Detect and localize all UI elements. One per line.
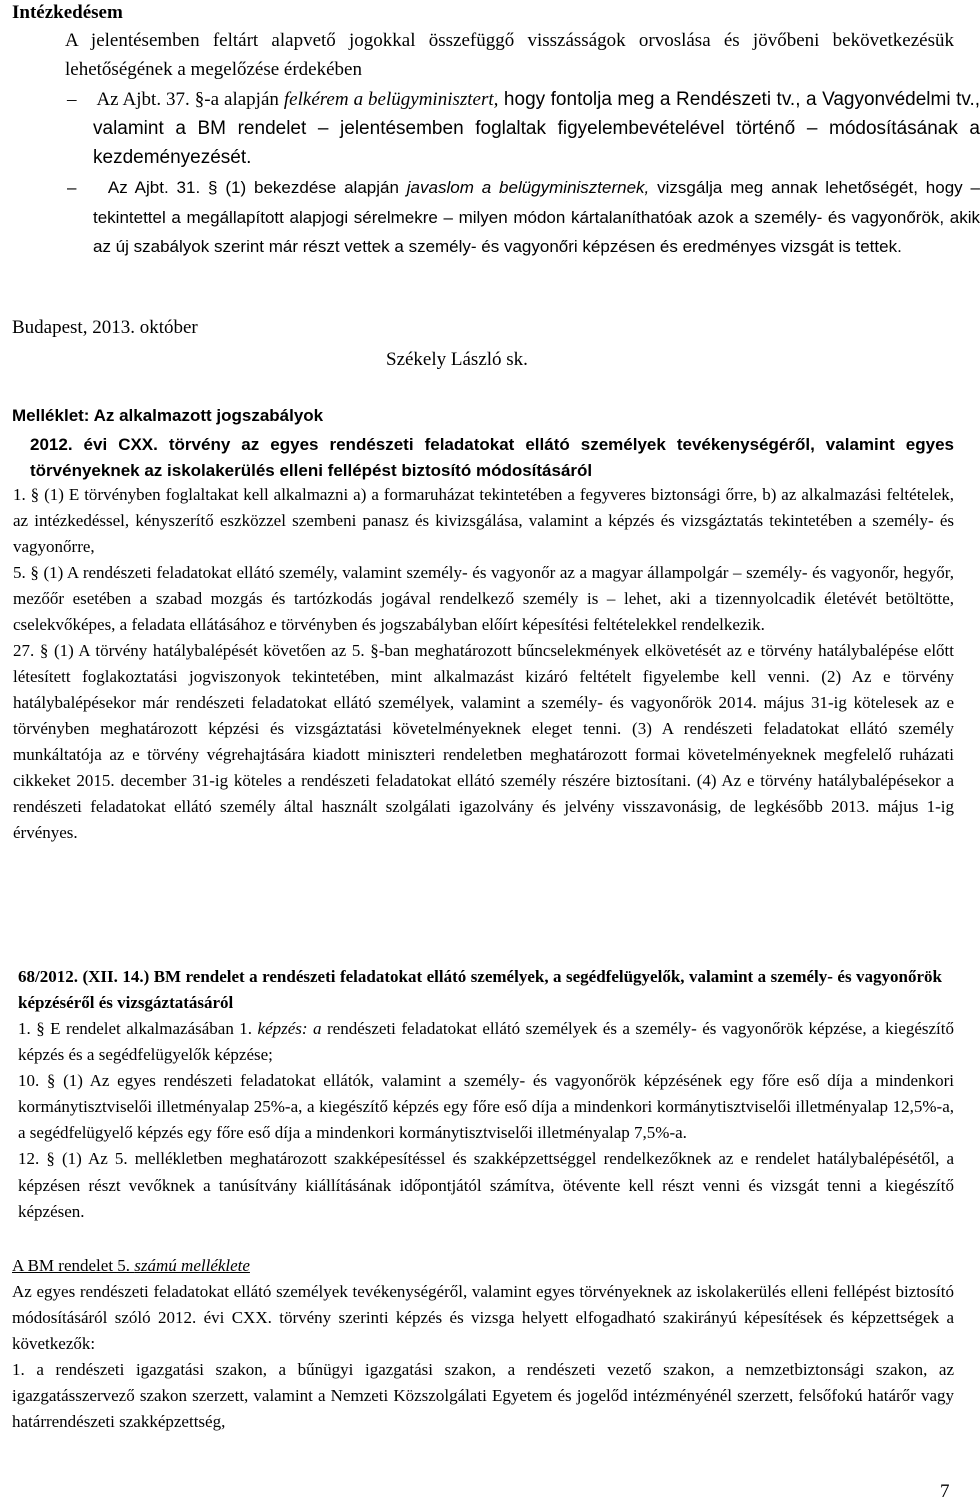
decree-body <box>18 1016 954 1225</box>
decree-paragraph: 12. § (1) Az 5. mellékletben meghatározott szakképesítéssel és szakképzettséggel rendelkezőknek az e rendelet hatálybalépésétől, a képzésen részt vevőknek a tanúsítvány kiállításának időpontjától számítva, ötévente kell részt venni és vizsgát tenni a kiegészítő képzésen. <box>18 1149 954 1221</box>
law-body <box>13 482 954 846</box>
action-verb: javaslom a belügyminiszternek, <box>406 178 650 197</box>
annex-body <box>12 1279 954 1435</box>
section-heading: Intézkedésem <box>12 2 123 23</box>
measure-text: vizsgálja meg annak lehetőségét, hogy – tekintettel a megállapított alapjogi sérelmekre – milyen módon kártalaníthatóak azok a személy- és vagyonőrök, akik az új szabályok szerint már részt vettek a személy- és vagyonőri képzésen és eredményes vizsgát is tettek. <box>93 178 980 256</box>
annex-intro: Az egyes rendészeti feladatokat ellátó személyek tevékenységéről, valamint egyes törvényeknek az iskolakerülés elleni fellépést biztosító módosításáról szóló 2012. évi CXX. törvény szerinti képzés és vizsga helyett elfogadható szakirányú képesítések és képzettségek a következők: <box>12 1282 954 1353</box>
annex-heading: A BM rendelet 5. számú melléklete <box>12 1256 250 1275</box>
decree-title: 68/2012. (XII. 14.) BM rendelet a rendészeti feladatokat ellátó személyek, a segédfelügyelők, valamint a személy- és vagyonőrök képzéséről és vizsgáztatásáról <box>18 967 942 1012</box>
action-verb: felkérem a belügyminisztert, <box>283 89 499 110</box>
law-paragraph: 27. § (1) A törvény hatálybalépését követően az 5. §-ban meghatározott bűncselekmények elkövetését az e törvény hatálybalépése előtt létesített foglakoztatási jogviszonyok tekintetében, mint alkalmazást kizáró feltételt figyelembe kell venni. (2) Az e törvény hatálybalépésekor már rendészeti feladatokat ellátó személyek, valamint a személy- és vagyonőrök 2014. május 31-ig kötelesek az e törvényben meghatározott képzési és vizsgáztatási követelményeknek eleget tenni. (3) A rendészeti feladatokat ellátó személy munkáltatója az e törvény végrehajtására kiadott miniszteri rendeletben meghatározott formai követelményeknek megfelelő ruházati cikkeket 2015. december 31-ig köteles a rendészeti feladatokat ellátó személy részére biztosítani. (4) Az e törvény hatálybalépésekor a rendészeti feladatokat ellátó személy által használt szolgálati igazolvány és jelvény visszavonásig, de legkésőbb 2013. május 1-ig érvényes. <box>13 641 954 842</box>
law-paragraph: 5. § (1) A rendészeti feladatokat ellátó személy, valamint személy- és vagyonőr az a magyar állampolgár – személy- és vagyonőr, hegyőr, mezőőr esetében a szabad mozgás és tartózkodás jogával rendelkező személy is – lehet, aki a tizennyolcadik életévét betöltötte, cselekvőképes, a feladata ellátásához e törvényben és jogszabályban előírt képesítési feltételekkel rendelkezik. <box>13 563 954 634</box>
legal-reference: Az Ajbt. 31. § (1) bekezdése alapján <box>107 178 407 197</box>
signature: Székely László sk. <box>386 349 528 370</box>
measure-text: hogy fontolja meg a Rendészeti tv., a Vagyonvédelmi tv., valamint a BM rendelet – jelentésemben foglaltak figyelembevételével történő – módosításának a kezdeményezését. <box>93 89 980 168</box>
annex-item: 1. a rendészeti igazgatási szakon, a bűnügyi igazgatási szakon, a rendészeti vezető szakon, a nemzetbiztonsági szakon, az igazgatásszervező szakon szerzett, valamint a Nemzeti Közszolgálati Egyetem és jogelőd intézményénél szerzett, felsőfokú határőr vagy határrendészeti szakképzettség, <box>12 1360 954 1431</box>
defined-term: képzés: a <box>257 1019 322 1038</box>
law-title: 2012. évi CXX. törvény az egyes rendészeti feladatokat ellátó személyek tevékenységéről, valamint egyes törvényeknek az iskolakerülés elleni fellépést biztosító módosításáról <box>30 435 954 480</box>
annex-title: Melléklet: Az alkalmazott jogszabályok <box>12 406 324 425</box>
legal-reference: Az Ajbt. 37. §-a alapján <box>96 89 284 110</box>
intro-paragraph: A jelentésemben feltárt alapvető jogokkal összefüggő visszásságok orvoslása és jövőbeni bekövetkezésük lehetőségének a megelőzése érdekében <box>65 30 954 80</box>
measure-item-2 <box>67 173 980 262</box>
measure-item-1 <box>67 85 980 172</box>
page-number: 7 <box>940 1481 950 1502</box>
decree-paragraph: 10. § (1) Az egyes rendészeti feladatokat ellátók, valamint a személy- és vagyonőrök képzésének egy főre eső díja a mindenkori kormánytisztviselői illetményalap 25%-a, a kiegészítő képzés egy főre eső díja a mindenkori kormánytisztviselői illetményalap 12,5%-a, a segédfelügyelő képzés egy főre eső díja a mindenkori kormánytisztviselői illetményalap 7,5%-a. <box>18 1071 954 1143</box>
decree-paragraph: 1. § E rendelet alkalmazásában 1. képzés: a rendészeti feladatokat ellátó személyek és a személy- és vagyonőrök képzése, a kiegészítő képzés és a segédfelügyelők képzése; <box>18 1019 954 1065</box>
law-paragraph: 1. § (1) E törvényben foglaltakat kell alkalmazni a) a formaruházat tekintetében a fegyveres biztonsági őrre, b) az alkalmazási feltételek, az intézkedéssel, kényszerítő eszközzel szembeni panasz és kivizsgálása, valamint a képzés és vizsgáztatás tekintetében a személy- és vagyonőrre, <box>13 485 954 556</box>
place-date: Budapest, 2013. október <box>12 317 198 338</box>
dash-bullet: – <box>67 89 77 110</box>
dash-bullet: – <box>67 178 77 197</box>
